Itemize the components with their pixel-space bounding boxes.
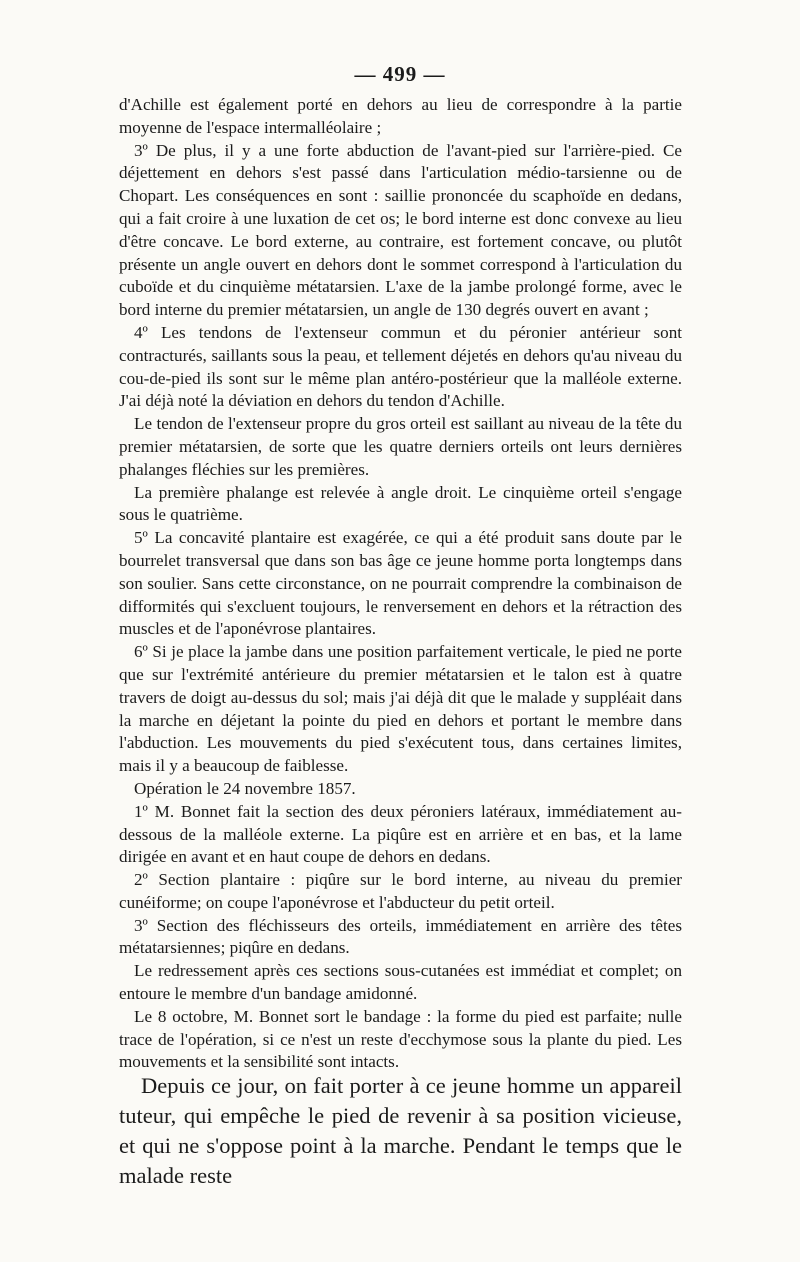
paragraph-outcome: Le 8 octobre, M. Bonnet sort le bandage : la forme du pied est parfaite; nulle trace de l'opération, si ce n'est un reste d'ecchymose sous la plante du pied. Les mouvements et la sensibilité sont intacts. [119, 1006, 682, 1072]
paragraph-step-2: 2º Section plantaire : piqûre sur le bord interne, au niveau du premier cunéiforme; on coupe l'aponévrose et l'abducteur du petit orteil. [119, 870, 682, 912]
paragraph-first-phalange: La première phalange est relevée à angle droit. Le cinquième orteil s'engage sous le quatrième. [119, 482, 682, 525]
paragraph-achilles-continuation: d'Achille est également porté en dehors au lieu de correspondre à la partie moyenne de l'espace intermalléolaire ; [119, 95, 682, 137]
paragraph-large-depuis: Depuis ce jour, on fait porter à ce jeune homme un appareil tuteur, qui empêche le pied de revenir à sa position vicieuse, et qui ne s'oppose point à la marche. Pendant le temps que le malade reste [119, 1073, 682, 1188]
paragraph-point-5: 5º La concavité plantaire est exagérée, ce qui a été produit sans doute par le bourrelet transversal que dans son bas âge ce jeune homme porta longtemps dans son soulier. Sans cette circonstance, on ne pourrait comprendre la combinaison de difformités qui s'excluent toujours, le renversement en dehors et la rétraction des muscles et de l'aponévrose plantaires. [119, 528, 682, 639]
paragraph-point-6: 6º Si je place la jambe dans une position parfaitement verticale, le pied ne porte que sur l'extrémité antérieure du premier métatarsien et le talon est à quatre travers de doigt au-dessus du sol; mais j'ai déjà dit que le malade y suppléait dans la marche en déjetant la pointe du pied en dehors et portant le membre dans l'abduction. Les mouvements du pied s'exécutent tous, dans certaines limites, mais il y a beaucoup de faiblesse. [119, 642, 682, 776]
paragraph-operation-date: Opération le 24 novembre 1857. [134, 778, 356, 798]
paragraph-point-3: 3º De plus, il y a une forte abduction de l'avant-pied sur l'arrière-pied. Ce déjettement en dehors s'est passé dans l'articulation médio-tarsienne ou de Chopart. Les conséquences en sont : saillie prononcée du scaphoïde en dedans, qui a fait croire à une luxation de cet os; le bord interne est donc convexe au lieu d'être concave. Le bord externe, au contraire, est fortement concave, ou plutôt présente un angle ouvert en dehors dont le sommet correspond à l'articulation du cuboïde et du cinquième métatarsien. L'axe de la jambe prolongé forme, avec le bord interne du premier métatarsien, un angle de 130 degrés ouvert en avant ; [119, 140, 682, 320]
page-number: — 499 — [354, 62, 446, 86]
paragraph-extensor-tendon: Le tendon de l'extenseur propre du gros orteil est saillant au niveau de la tête du premier métatarsien, de sorte que les quatre derniers orteils ont leurs dernières phalanges fléchies sur les premières. [119, 414, 682, 479]
paragraph-redressement: Le redressement après ces sections sous-cutanées est immédiat et complet; on entoure le membre d'un bandage amidonné. [119, 961, 682, 1004]
paragraph-step-1: 1º M. Bonnet fait la section des deux péroniers latéraux, immédiatement au-dessous de la malléole externe. La piqûre est en arrière et en bas, et la lame dirigée en avant et en haut coupe de dehors en dedans. [119, 801, 682, 867]
paragraph-point-4: 4º Les tendons de l'extenseur commun et du péronier antérieur sont contracturés, saillants sous la peau, et tellement déjetés en dehors qu'au niveau du cou-de-pied ils sont sur le même plan antéro-postérieur que la malléole externe. J'ai déjà noté la déviation en dehors du tendon d'Achille. [119, 322, 682, 411]
large-text-block [119, 1071, 682, 1191]
paragraph-step-3: 3º Section des fléchisseurs des orteils, immédiatement en arrière des têtes métatarsiennes; piqûre en dedans. [119, 915, 682, 958]
body-text [119, 94, 682, 1074]
